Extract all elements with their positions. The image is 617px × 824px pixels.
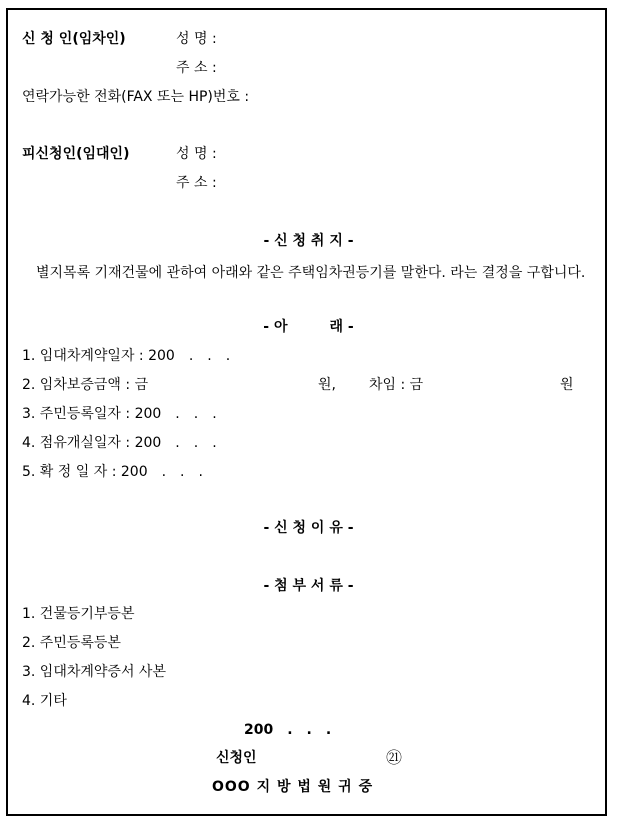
item-confirmed-date — [22, 462, 203, 482]
attachment-item: 4. 기타 — [22, 693, 67, 709]
footer-date: 200 . . . — [244, 722, 332, 738]
court-name: OOO 지 방 법 원 귀 중 — [212, 779, 374, 795]
item-label: 3. 주민등록일자 : — [22, 406, 131, 422]
respondent-address-label: 주 소 : — [176, 175, 217, 191]
applicant-address-label: 주 소 : — [176, 60, 217, 76]
rent-label: 차임 : 금 — [369, 377, 424, 393]
item-value: 200 . . . — [148, 348, 231, 364]
attachment-item: 3. 임대차계약증서 사본 — [22, 664, 166, 680]
purpose-text: 별지목록 기재건물에 관하여 아래와 같은 주택임차권등기를 말한다. 라는 결정을 구합니다. — [36, 265, 586, 281]
respondent-name-label: 성 명 : — [176, 146, 217, 162]
attachments-heading: - 첨 부 서 류 - — [263, 578, 354, 594]
item-label: 4. 점유개실일자 : — [22, 435, 131, 451]
item-value: 200 . . . — [120, 464, 203, 480]
applicant-name-label: 성 명 : — [176, 31, 217, 47]
below-heading: - 아 래 - — [263, 319, 354, 335]
attachment-item: 2. 주민등록등본 — [22, 635, 121, 651]
item-label: 1. 임대차계약일자 : — [22, 348, 144, 364]
item-value: 금 — [134, 377, 149, 393]
item-value: 200 . . . — [134, 435, 217, 451]
deposit-unit: 원, — [318, 377, 336, 393]
attachment-item: 1. 건물등기부등본 — [22, 606, 135, 622]
signer-label: 신청인 — [216, 750, 257, 766]
seal-mark: ㉑ — [386, 748, 403, 767]
rent-unit: 원 — [560, 377, 574, 393]
purpose-heading: - 신 청 취 지 - — [263, 233, 354, 249]
applicant-label: 신 청 인(임차인) — [22, 31, 126, 47]
item-value: 200 . . . — [134, 406, 217, 422]
item-label: 5. 확 정 일 자 : — [22, 464, 117, 480]
item-occupancy-date — [22, 433, 217, 453]
reason-heading: - 신 청 이 유 - — [263, 520, 354, 536]
item-label: 2. 임차보증금액 : — [22, 377, 131, 393]
respondent-label: 피신청인(임대인) — [22, 146, 130, 162]
item-deposit — [22, 375, 148, 395]
item-registration-date — [22, 404, 217, 424]
applicant-phone-label: 연락가능한 전화(FAX 또는 HP)번호 : — [22, 89, 250, 105]
item-contract-date — [22, 346, 230, 366]
